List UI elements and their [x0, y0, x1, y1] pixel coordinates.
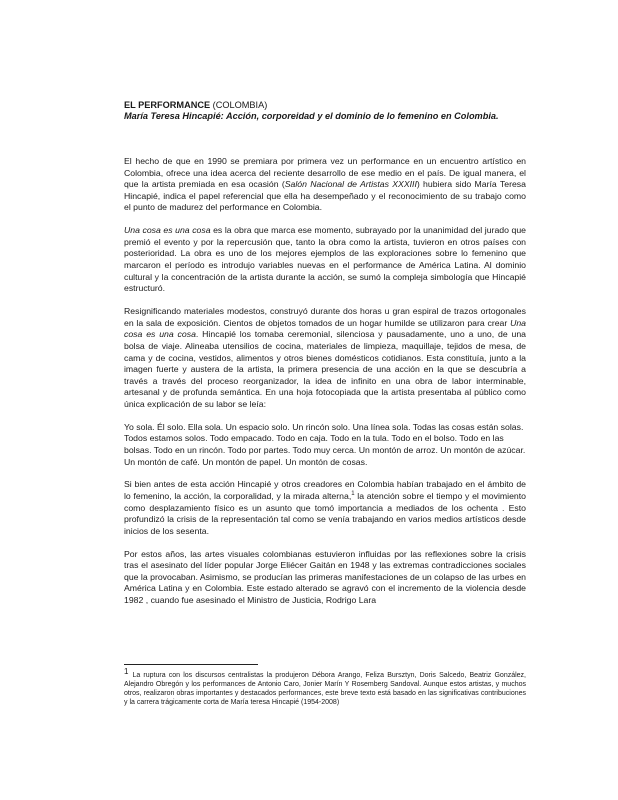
paragraph-3-end: . Hincapié los tomaba ceremonial, silenciosa y pausadamente, uno a uno, de una bolsa de viaje. Alineaba utensilios de cocina, materiales de limpieza, maquillaje, tejidos de mesa, de cama y de cocina, vestidos, alimentos y otros bienes domésticos cotidianos. Esta constituía, junto a la imagen fuerte y austera de la artista, la primera presencia de una acción en la que se descubría a través a través del proceso reorganizador, la idea de infinito en una obra de labor interminable, artesanal y de profunda semántica. En una hoja fotocopiada que la artista presentaba al público como única explicación de su labor se leía: — [124, 329, 526, 409]
article-subtitle: María Teresa Hincapié: Acción, corporeidad y el dominio de lo femenino en Colombia. — [124, 111, 499, 121]
footnote-mark: 1 — [124, 666, 129, 676]
document-heading — [124, 100, 526, 122]
paragraph-2-text: es la obra que marca ese momento, subrayado por la unanimidad del jurado que premió el evento y por la repercusión que, tanto la obra como la artista, tuvieron en otros países con posterioridad. La obra es uno de los mejores ejemplos de las exploraciones sobre lo femenino que marcaron el período es introdujo variables nuevas en el performance de América Latina. Al dominio cultural y la concentración de la artista durante la acción, se sumó la compleja simbología que Hincapié estructuró. — [124, 225, 526, 294]
title-line — [124, 100, 526, 111]
paragraph-1-italic: Salón Nacional de Artistas XXXIII — [284, 179, 417, 190]
paragraph-6: Por estos años, las artes visuales colombianas estuvieron influidas por las reflexiones sobre la crisis tras el asesinato del líder popular Jorge Eliécer Gaitán en 1948 y las extremas contradicciones sociales que la provocaban. Asimismo, se producían las primeras manifestaciones de un colapso de las urbes en América Latina y en Colombia. Este estado alterado se agravó con el incremento de la violencia desde 1982 , cuando fue asesinado el Ministro de Justicia, Rodrigo Lara — [124, 548, 526, 606]
paragraph-1 — [124, 156, 526, 214]
paragraph-3 — [124, 306, 526, 410]
paragraph-4-quote: Yo sola. Él solo. Ella sola. Un espacio solo. Un rincón solo. Una línea sola. Todas las cosas están solas. Todos estamos solos. Todo empacado. Todo en caja. Todo en la tula. Todo en el bolso. Todo en las bolsas. Todo en un rincón. Todo por partes. Todo muy cerca. Un montón de arroz. Un montón de azúcar. Un montón de café. Un montón de papel. Un montón de cosas. — [124, 421, 526, 467]
footnote — [124, 666, 526, 707]
paragraph-5-start: Si bien antes de esta acción Hincapié y otros creadores en Colombia habían trabajado en el ámbito de lo femenino, la acción, la corporalidad, y la mirada alterna, — [124, 479, 526, 502]
paragraph-3-start: Resignificando materiales modestos, construyó durante dos horas u gran espiral de trazos ortogonales en la sala de exposición. Cientos de objetos tomados de un hogar humilde se utilizaron para crear — [124, 306, 526, 328]
footnote-divider — [124, 664, 258, 665]
paragraph-1-end: ) hubiera sido María Teresa Hincapié, indica el papel referencial que ella ha desempeñado y el reconocimiento de su trabajo como el punto de madurez del performance en Colombia. — [124, 179, 526, 213]
paragraph-2 — [124, 225, 526, 295]
paragraph-1-start: El hecho de que en 1990 se premiara por primera vez un performance en un encuentro artístico en Colombia, ofrece una idea acerca del reciente desarrollo de ese medio en el país. De igual manera, el que la artista premiada en esa ocasión ( — [124, 156, 526, 190]
paragraph-2-italic: Una cosa es una cosa — [124, 225, 211, 236]
paragraph-5-end: la atención sobre el tiempo y el movimiento como desplazamiento físico es un asunto que tomó importancia a mediados de los ochenta . Esto profundizó la crisis de la representación tal como se venía trabajando en varios medios artísticos desde inicios de los sesenta. — [124, 491, 526, 536]
section-title: EL PERFORMANCE — [124, 100, 211, 110]
footnote-reference: 1 — [351, 491, 355, 498]
paragraph-3-italic: Una cosa es una cosa — [124, 317, 526, 340]
paragraph-5 — [124, 479, 526, 537]
body-text — [124, 156, 526, 618]
footnote-text: La ruptura con los discursos centralistas la produjeron Débora Arango, Feliza Bursztyn, Doris Salcedo, Beatriz González, Alejandro Obregón y los performances de Antonio Caro, Jonier Marín Y Rosemberg Sandoval. Aunque estos artistas, y muchos otros, realizaron obras importantes y destacados performances, este breve texto está basado en las significativas contribuciones y la carrera trágicamente corta de María teresa Hincapié (1954-2008) — [124, 672, 526, 707]
section-country: (COLOMBIA) — [210, 100, 268, 110]
